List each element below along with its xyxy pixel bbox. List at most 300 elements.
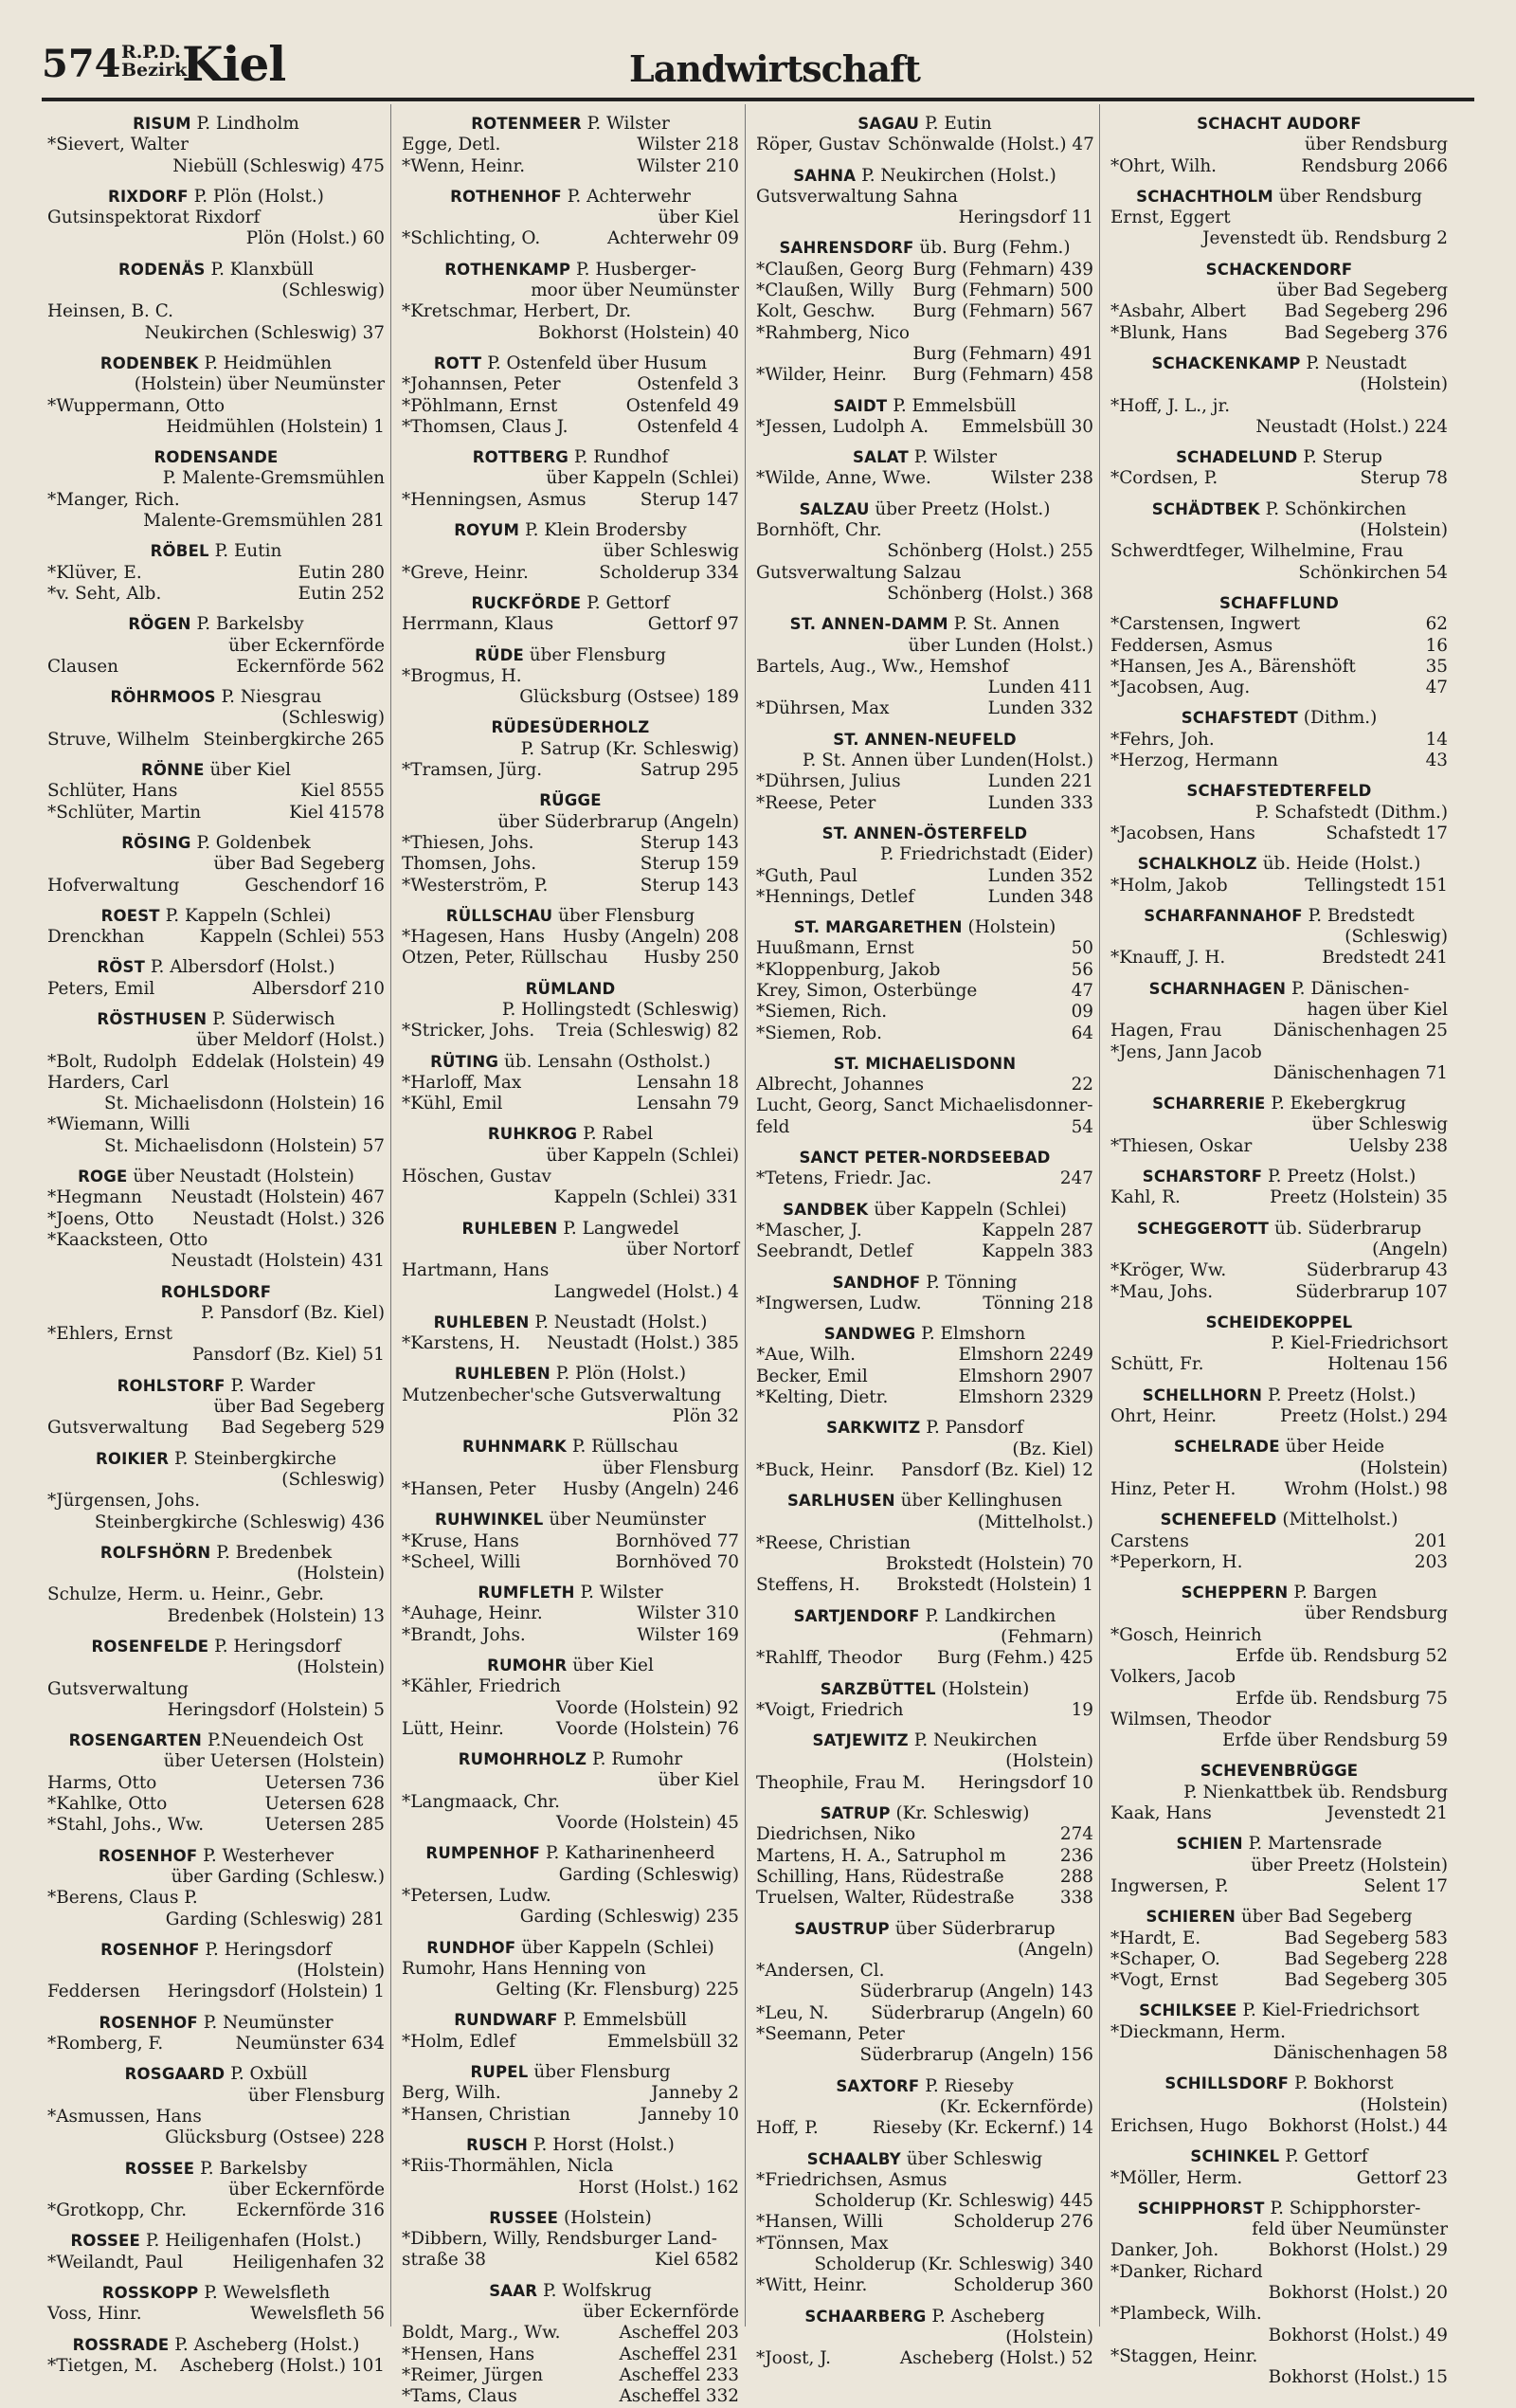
entry-name: *Stahl, Johs., Ww. <box>47 1815 205 1836</box>
post-office: P. Gettorf <box>587 592 670 613</box>
directory-entry <box>1110 1406 1448 1427</box>
place-name: RODENBEK <box>99 353 199 372</box>
entry-continuation: Bokhorst (Holst.) 49 <box>1268 2325 1448 2345</box>
entry-name: *Schlichting, O. <box>402 228 541 249</box>
directory-entry <box>756 1075 1093 1095</box>
entry-name: Truelsen, Walter, Rüdestraße <box>756 1888 1015 1909</box>
directory-entry <box>402 2229 739 2250</box>
entry-continuation: (Holstein) <box>297 1657 385 1678</box>
directory-entry <box>756 1387 1093 1408</box>
directory-entry <box>47 2304 385 2325</box>
post-office: über Kiel <box>209 760 291 781</box>
place-name: RÖSING <box>121 833 191 852</box>
entry-name: *Jürgensen, Johs. <box>47 1491 201 1512</box>
entry-name: Hartmann, Hans <box>402 1260 550 1281</box>
directory-entry <box>1110 208 1448 228</box>
entry-continuation: Heringsdorf 11 <box>958 208 1093 228</box>
phone-exchange: Gettorf 23 <box>1356 2167 1448 2188</box>
place-heading <box>402 2208 739 2229</box>
place-heading <box>1110 906 1448 927</box>
post-office: über Kappeln (Schlei) <box>874 1199 1067 1220</box>
place-heading <box>756 1324 1093 1345</box>
place-name: ST. ANNEN-DAMM <box>789 615 948 634</box>
entry-name: *Siemen, Rob. <box>756 1023 882 1043</box>
directory-entry <box>1110 2116 1448 2137</box>
entry-name: Wilmsen, Theodor <box>1110 1709 1272 1729</box>
directory-entry <box>47 2200 385 2221</box>
place-name: ROSSKOPP <box>101 2284 199 2303</box>
post-office: P. Rumohr <box>592 1749 683 1770</box>
entry-continuation: Schönberg (Holst.) 255 <box>887 541 1093 562</box>
place-name: RUHLEBEN <box>433 1313 530 1331</box>
place-heading <box>402 593 739 614</box>
entry-name: *Pöhlmann, Ernst <box>402 395 558 416</box>
directory-entry <box>47 2356 385 2377</box>
entry-name: *Greve, Heinr. <box>402 562 529 583</box>
entry-name: *Hensen, Hans <box>402 2344 535 2364</box>
place-heading <box>47 1167 385 1187</box>
directory-entry <box>1110 1479 1448 1500</box>
place-heading <box>47 760 385 781</box>
phone-exchange: Lunden 352 <box>987 865 1093 886</box>
directory-entry <box>756 1221 1093 1241</box>
directory-entry <box>756 1961 1093 1982</box>
entry-name: *Langmaack, Chr. <box>402 1791 561 1812</box>
place-name: RUMFLETH <box>478 1584 575 1602</box>
page-number: 574 <box>42 42 121 86</box>
place-name: ST. ANNEN-NEUFELD <box>833 730 1017 749</box>
phone-exchange: 43 <box>1425 751 1448 771</box>
directory-entry <box>1110 876 1448 896</box>
directory-entry <box>47 803 385 824</box>
entry-continuation: (Holstein) <box>1360 520 1448 541</box>
entry-continuation: Lunden 411 <box>987 678 1093 698</box>
post-office: P. Gettorf <box>1285 2146 1368 2167</box>
place-name: SCHENEFELD <box>1160 1511 1277 1530</box>
place-name: SARKWITZ <box>826 1419 921 1438</box>
entry-continuation: P. St. Annen über Lunden(Holst.) <box>802 751 1093 771</box>
entry-continuation: Bokhorst (Holst.) 20 <box>1268 2283 1448 2304</box>
directory-entry <box>1110 2240 1448 2261</box>
directory-entry <box>756 2024 1093 2045</box>
place-name: RUHLEBEN <box>454 1365 550 1384</box>
phone-exchange: Wilster 210 <box>637 155 739 176</box>
directory-entry <box>1110 1928 1448 1949</box>
directory-entry <box>402 2345 739 2365</box>
post-office: P. Niesgrau <box>221 687 322 708</box>
place-name: ROSSRADE <box>72 2335 170 2354</box>
column-divider <box>1099 104 1100 2327</box>
entry-name: Ernst, Eggert <box>1110 208 1231 228</box>
entry-name: Röper, Gustav <box>756 135 880 155</box>
place-heading <box>402 2281 739 2302</box>
place-name: RISUM <box>133 115 191 133</box>
entry-continuation: über Bad Segeberg <box>213 1397 385 1418</box>
phone-exchange: 19 <box>1071 1699 1093 1720</box>
directory-entry <box>1110 541 1448 562</box>
place-name: SCHIEREN <box>1146 1908 1236 1927</box>
phone-exchange: Elmshorn 2907 <box>958 1366 1093 1386</box>
place-heading <box>402 1313 739 1333</box>
entry-continuation: über Kiel <box>658 1770 739 1791</box>
place-name: ST. MICHAELISDONN <box>833 1054 1017 1073</box>
phone-exchange: Preetz (Holstein) 35 <box>1270 1187 1448 1208</box>
place-heading <box>47 353 385 374</box>
entry-continuation: (Mittelholst.) <box>977 1512 1093 1532</box>
entry-continuation: Dänischenhagen 71 <box>1272 1062 1448 1083</box>
place-name: ROHLSTORF <box>117 1376 226 1395</box>
phone-exchange: Schafstedt 17 <box>1326 823 1448 843</box>
phone-exchange: Burg (Fehmarn) 500 <box>912 281 1093 301</box>
directory-entry <box>47 1073 385 1094</box>
entry-name: *Berens, Claus P. <box>47 1888 198 1909</box>
entry-name: *Holm, Edlef <box>402 2031 516 2052</box>
entry-name: Höschen, Gustav <box>402 1167 551 1187</box>
post-office: P. Plön (Holst.) <box>193 186 324 207</box>
directory-entry <box>402 490 739 511</box>
entry-continuation: Kappeln (Schlei) 331 <box>553 1187 739 1208</box>
directory-entry <box>47 563 385 584</box>
entry-name: *Hegmann <box>47 1187 142 1208</box>
place-name: SATRUP <box>820 1804 891 1823</box>
entry-name: Kolt, Geschw. <box>756 301 875 322</box>
place-name: SAUSTRUP <box>794 1919 890 1938</box>
entry-name: *Carstensen, Ingwert <box>1110 614 1301 635</box>
place-heading <box>402 2135 739 2156</box>
directory-entry <box>756 657 1093 678</box>
post-office: P. Landkirchen <box>925 1605 1056 1626</box>
phone-exchange: Dänischenhagen 25 <box>1272 1021 1448 1041</box>
post-office: P. Tönning <box>926 1272 1018 1293</box>
post-office: P. Wilster <box>580 1583 663 1603</box>
entry-name: *Mascher, J. <box>756 1220 862 1240</box>
directory-entry <box>402 2032 739 2053</box>
entry-continuation: über Flensburg <box>247 2085 385 2106</box>
directory-entry <box>756 1460 1093 1481</box>
phone-exchange: Heiligenhafen 32 <box>232 2252 385 2272</box>
entry-name: *Harloff, Max <box>402 1072 522 1093</box>
place-heading <box>1110 1219 1448 1240</box>
place-name: SCHEVENBRÜGGE <box>1200 1762 1359 1781</box>
phone-exchange: Uetersen 628 <box>264 1794 385 1815</box>
phone-exchange: Ostenfeld 3 <box>637 374 739 395</box>
entry-name: Peters, Emil <box>47 978 155 999</box>
entry-continuation: Horst (Holst.) 162 <box>578 2177 739 2198</box>
place-heading <box>402 906 739 927</box>
place-heading <box>756 614 1093 635</box>
entry-continuation: über Rendsburg <box>1304 1603 1448 1624</box>
post-office: P. Neukirchen <box>913 1730 1038 1751</box>
entry-name: *Mau, Johs. <box>1110 1281 1214 1302</box>
directory-entry <box>1110 657 1448 678</box>
entry-name: *Hardt, E. <box>1110 1928 1201 1948</box>
entry-name: *Brogmus, H. <box>402 665 522 686</box>
phone-exchange: Bad Segeberg 305 <box>1284 1970 1448 1991</box>
entry-continuation: Süderbrarup (Angeln) 156 <box>859 2045 1093 2066</box>
entry-name: Hagen, Frau <box>1110 1021 1222 1041</box>
place-name: SANCT PETER-NORDSEEBAD <box>799 1149 1051 1168</box>
entry-continuation: Schönkirchen 54 <box>1298 562 1448 583</box>
place-heading <box>47 614 385 635</box>
section-title: Landwirtschaft <box>629 47 920 90</box>
entry-continuation: Burg (Fehmarn) 491 <box>912 343 1093 364</box>
post-office: P. Westerhever <box>203 1845 334 1866</box>
place-heading <box>756 824 1093 844</box>
phone-exchange: Pansdorf (Bz. Kiel) 12 <box>901 1459 1093 1480</box>
place-heading <box>47 1282 385 1303</box>
post-office: P. Ascheberg (Holst.) <box>174 2334 360 2355</box>
post-office: P. Wilster <box>587 114 670 134</box>
place-name: SCHACKENKAMP <box>1151 353 1301 372</box>
place-name: RUMPENHOF <box>425 1844 541 1863</box>
entry-name: Hoff, P. <box>756 2118 819 2139</box>
entry-name: Carstens <box>1110 1530 1189 1551</box>
post-office: P. Husberger- <box>576 259 696 280</box>
place-heading <box>1110 2146 1448 2167</box>
post-office: P. Heringsdorf <box>214 1637 341 1657</box>
place-heading <box>47 2231 385 2252</box>
directory-entry <box>1110 1531 1448 1552</box>
post-office: P. Ascheberg <box>931 2306 1045 2327</box>
entry-name: *Petersen, Ludw. <box>402 1885 551 1906</box>
phone-exchange: Tellingstedt 151 <box>1305 875 1448 896</box>
entry-name: Voss, Hinr. <box>47 2304 142 2325</box>
phone-exchange: 22 <box>1071 1075 1093 1095</box>
phone-exchange: Ostenfeld 4 <box>637 416 739 437</box>
place-heading <box>47 2335 385 2356</box>
post-office: über Preetz (Holst.) <box>875 498 1051 519</box>
entry-name: Harms, Otto <box>47 1772 157 1793</box>
post-office: über Kiel <box>572 1656 654 1675</box>
entry-name: *Claußen, Georg <box>756 259 904 280</box>
entry-name: Harders, Carl <box>47 1072 170 1093</box>
entry-name: *Brandt, Johs. <box>402 1624 526 1645</box>
phone-exchange: Kiel 41578 <box>289 802 385 823</box>
phone-exchange: Husby (Angeln) 208 <box>562 927 739 948</box>
place-heading <box>47 1543 385 1564</box>
post-office: P. Neukirchen (Holst.) <box>861 165 1056 186</box>
phone-exchange: Eckernförde 316 <box>236 2200 385 2221</box>
phone-exchange: Lensahn 79 <box>636 1094 739 1114</box>
place-heading <box>47 687 385 708</box>
place-heading <box>756 499 1093 520</box>
entry-continuation: Erfde üb. Rendsburg 52 <box>1235 1646 1448 1666</box>
post-office: P. Steinbergkirche <box>174 1448 337 1469</box>
entry-continuation: über Bad Segeberg <box>213 854 385 875</box>
phone-exchange: Ascheberg (Holst.) 101 <box>180 2355 385 2376</box>
entry-name: Gutsverwaltung <box>47 1678 189 1699</box>
place-heading <box>402 1510 739 1530</box>
place-name: RUMOHRHOLZ <box>458 1750 587 1769</box>
entry-name: *Seemann, Peter <box>756 2024 905 2045</box>
phone-exchange: Rendsburg 2066 <box>1301 155 1448 176</box>
entry-name: *Kühl, Emil <box>402 1094 503 1114</box>
entry-name: Feddersen, Asmus <box>1110 635 1273 656</box>
entry-name: *Gosch, Heinrich <box>1110 1624 1262 1645</box>
entry-name: Clausen <box>47 656 118 677</box>
place-name: RUSCH <box>466 2135 529 2154</box>
entry-name: *Staggen, Heinr. <box>1110 2345 1258 2366</box>
directory-entry <box>1110 468 1448 489</box>
place-heading <box>756 238 1093 259</box>
entry-name: *Aue, Wilh. <box>756 1345 856 1366</box>
entry-continuation: Malente-Gremsmühlen 281 <box>143 511 385 532</box>
directory-entry <box>756 563 1093 584</box>
column-1 <box>47 104 385 2376</box>
entry-name: *Karstens, H. <box>402 1333 521 1354</box>
directory-entry <box>1110 1970 1448 1991</box>
entry-name: *Westerström, P. <box>402 875 549 896</box>
directory-entry <box>402 417 739 438</box>
directory-entry <box>1110 1803 1448 1824</box>
post-office: P. Achterwehr <box>567 186 691 207</box>
phone-exchange: Burg (Fehm.) 425 <box>937 1648 1093 1669</box>
directory-entry <box>402 2156 739 2177</box>
place-name: SAIDT <box>833 396 888 415</box>
place-heading <box>1110 1167 1448 1187</box>
directory-entry <box>47 2253 385 2273</box>
entry-continuation: Pansdorf (Bz. Kiel) 51 <box>192 1345 385 1366</box>
post-office: P. Neustadt <box>1306 353 1407 373</box>
entry-continuation: Heidmühlen (Holstein) 1 <box>166 416 385 437</box>
entry-name: Bartels, Aug., Ww., Hemshof <box>756 656 1009 677</box>
entry-name: *Peperkorn, H. <box>1110 1551 1243 1572</box>
directory-entry <box>402 927 739 948</box>
entry-name: Hofverwaltung <box>47 875 180 896</box>
entry-name: Erichsen, Hugo <box>1110 2115 1248 2136</box>
entry-name: *Kröger, Ww. <box>1110 1260 1227 1281</box>
directory-entry <box>402 1479 739 1500</box>
phone-exchange: Bad Segeberg 529 <box>221 1418 385 1439</box>
directory-entry <box>756 1575 1093 1596</box>
post-office: P. Eutin <box>214 541 282 562</box>
phone-exchange: Sterup 143 <box>640 832 739 853</box>
post-office: P. Goldenbek <box>196 832 311 853</box>
directory-entry <box>756 1117 1093 1138</box>
place-heading <box>756 166 1093 187</box>
phone-exchange: Tönning 218 <box>983 1293 1093 1313</box>
entry-continuation: Neukirchen (Schleswig) 37 <box>144 322 385 343</box>
phone-exchange: Lunden 332 <box>987 698 1093 719</box>
place-heading <box>1110 979 1448 1000</box>
entry-name: *Sievert, Walter <box>47 135 189 155</box>
entry-continuation: P. Pansdorf (Bz. Kiel) <box>200 1302 385 1323</box>
column-3 <box>756 104 1094 2369</box>
phone-exchange: Uelsby 238 <box>1348 1135 1448 1156</box>
entry-name: *Dührsen, Max <box>756 698 890 719</box>
entry-name: *Jacobsen, Aug. <box>1110 678 1251 698</box>
post-office: P. Wolfskrug <box>543 2280 652 2301</box>
place-name: SATJEWITZ <box>812 1731 909 1750</box>
phone-exchange: Wewelsfleth 56 <box>250 2304 385 2325</box>
entry-name: *Kaacksteen, Otto <box>47 1229 208 1250</box>
entry-name: *Möller, Herm. <box>1110 2167 1243 2188</box>
phone-exchange: Elmshorn 2249 <box>958 1345 1093 1366</box>
phone-exchange: Neumünster 634 <box>235 2034 385 2055</box>
place-name: RUNDHOF <box>426 1938 516 1957</box>
entry-name: *Wuppermann, Otto <box>47 395 226 416</box>
directory-entry <box>1110 2022 1448 2043</box>
place-name: ST. ANNEN-ÖSTERFELD <box>821 824 1028 842</box>
entry-continuation: (Schleswig) <box>281 1469 385 1490</box>
directory-entry <box>756 1867 1093 1888</box>
directory-entry <box>402 948 739 969</box>
directory-entry <box>47 1679 385 1700</box>
directory-entry <box>756 2003 1093 2024</box>
entry-name: Heinsen, B. C. <box>47 301 173 322</box>
entry-name: *Hansen, Christian <box>402 2104 571 2125</box>
entry-name: *Asmussen, Hans <box>47 2106 202 2127</box>
directory-entry <box>402 1959 739 1980</box>
place-name: RÖNNE <box>140 761 205 780</box>
place-name: SCHAFFLUND <box>1219 593 1339 612</box>
place-name: RÖHRMOOS <box>110 688 216 707</box>
directory-entry <box>1110 2304 1448 2325</box>
phone-exchange: Kiel 8555 <box>299 781 385 802</box>
place-heading <box>1110 781 1448 802</box>
entry-continuation: P. Satrup (Kr. Schleswig) <box>520 738 739 759</box>
phone-exchange: 247 <box>1059 1168 1093 1189</box>
entry-name: *Henningsen, Asmus <box>402 489 587 510</box>
entry-name: *Scheel, Willi <box>402 1551 521 1572</box>
directory-entry <box>1110 1187 1448 1208</box>
place-heading <box>47 541 385 562</box>
phone-exchange: Wilster 238 <box>991 468 1093 489</box>
place-heading <box>756 1273 1093 1294</box>
directory-entry <box>756 2234 1093 2254</box>
entry-name: *Klüver, E. <box>47 562 142 583</box>
directory-entry <box>756 1533 1093 1554</box>
directory-entry <box>1110 1042 1448 1063</box>
directory-entry <box>1110 1667 1448 1688</box>
entry-name: *Jessen, Ludolph A. <box>756 416 929 437</box>
phone-exchange: Gettorf 97 <box>647 614 739 635</box>
directory-entry <box>402 2105 739 2126</box>
place-heading <box>402 645 739 666</box>
post-office: P. Pansdorf <box>926 1418 1023 1439</box>
place-name: ROEST <box>100 906 160 925</box>
entry-continuation: P. Schafstedt (Dithm.) <box>1254 802 1448 823</box>
directory-entry <box>1110 2168 1448 2189</box>
place-heading <box>1110 2001 1448 2021</box>
place-heading <box>1110 499 1448 520</box>
entry-continuation: über Schleswig <box>603 541 739 562</box>
entry-name: *Kelting, Dietr. <box>756 1387 889 1408</box>
phone-exchange: Satrup 295 <box>640 760 739 781</box>
directory-entry <box>756 1773 1093 1794</box>
entry-continuation: (Holstein) über Neumünster <box>134 374 385 395</box>
place-name: RUHKROG <box>487 1125 578 1144</box>
post-office: (Mittelholst.) <box>1282 1510 1399 1530</box>
entry-name: *Thomsen, Claus J. <box>402 416 568 437</box>
entry-name: *Siemen, Rich. <box>756 1002 888 1023</box>
post-office: P. Schipphorster- <box>1270 2198 1421 2218</box>
post-office: P. Preetz (Holst.) <box>1268 1385 1417 1405</box>
directory-entry <box>402 1625 739 1646</box>
directory-entry <box>47 1187 385 1208</box>
entry-name: Drenckhan <box>47 927 145 948</box>
post-office: über Schleswig <box>906 2148 1043 2169</box>
entry-continuation: hagen über Kiel <box>1307 999 1448 1020</box>
entry-name: Ohrt, Heinr. <box>1110 1406 1218 1427</box>
entry-name: *Johannsen, Peter <box>402 374 561 395</box>
entry-name: *Friedrichsen, Asmus <box>756 2169 948 2190</box>
directory-entry <box>47 1815 385 1836</box>
place-heading <box>1110 353 1448 374</box>
directory-entry <box>47 1794 385 1815</box>
entry-continuation: (Kr. Eckernförde) <box>939 2096 1093 2117</box>
directory-entry <box>402 2323 739 2344</box>
